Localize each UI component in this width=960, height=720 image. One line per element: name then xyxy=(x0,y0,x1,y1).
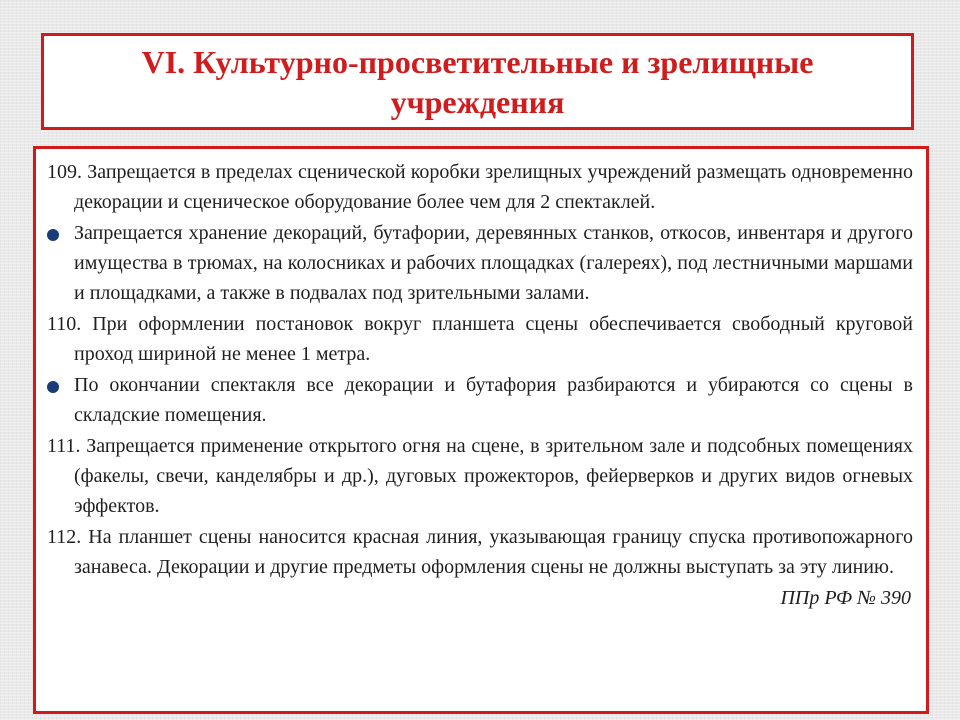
bullet-item-text: По окончании спектакля все декорации и бутафория разбираются и убираются со сцены в складские помещения. xyxy=(74,374,913,426)
bullet-icon xyxy=(47,381,59,393)
paragraph-112: 112. На планшет сцены наносится красная линия, указывающая границу спуска противопожарного занавеса. Декорации и другие предметы оформления сцены не должны выступать за эту линию. xyxy=(47,526,913,578)
bullet-item-after-show xyxy=(47,370,913,430)
title-box xyxy=(41,33,914,130)
source-reference: ППр РФ № 390 xyxy=(780,587,911,609)
bullet-item-text: Запрещается хранение декораций, бутафории, деревянных станков, откосов, инвентаря и другого имущества в трюмах, на колосниках и рабочих площадках (галереях), под лестничными маршами и площадками, а также в подвалах под зрительными залами. xyxy=(74,222,913,304)
paragraph-109: 109. Запрещается в пределах сценической коробки зрелищных учреждений размещать одновременно декорации и сценическое оборудование более чем для 2 спектаклей. xyxy=(47,161,913,213)
content-box xyxy=(33,146,929,714)
bullet-item-storage xyxy=(47,218,913,308)
paragraph-111: 111. Запрещается применение открытого огня на сцене, в зрительном зале и подсобных помещениях (факелы, свечи, канделябры и др.), дуговых прожекторов, фейерверков и других видов огневых эффектов. xyxy=(47,435,913,517)
slide-title: VI. Культурно-просветительные и зрелищные учреждения xyxy=(141,43,814,120)
bullet-icon xyxy=(47,229,59,241)
paragraph-110: 110. При оформлении постановок вокруг планшета сцены обеспечивается свободный круговой проход шириной не менее 1 метра. xyxy=(47,313,913,365)
